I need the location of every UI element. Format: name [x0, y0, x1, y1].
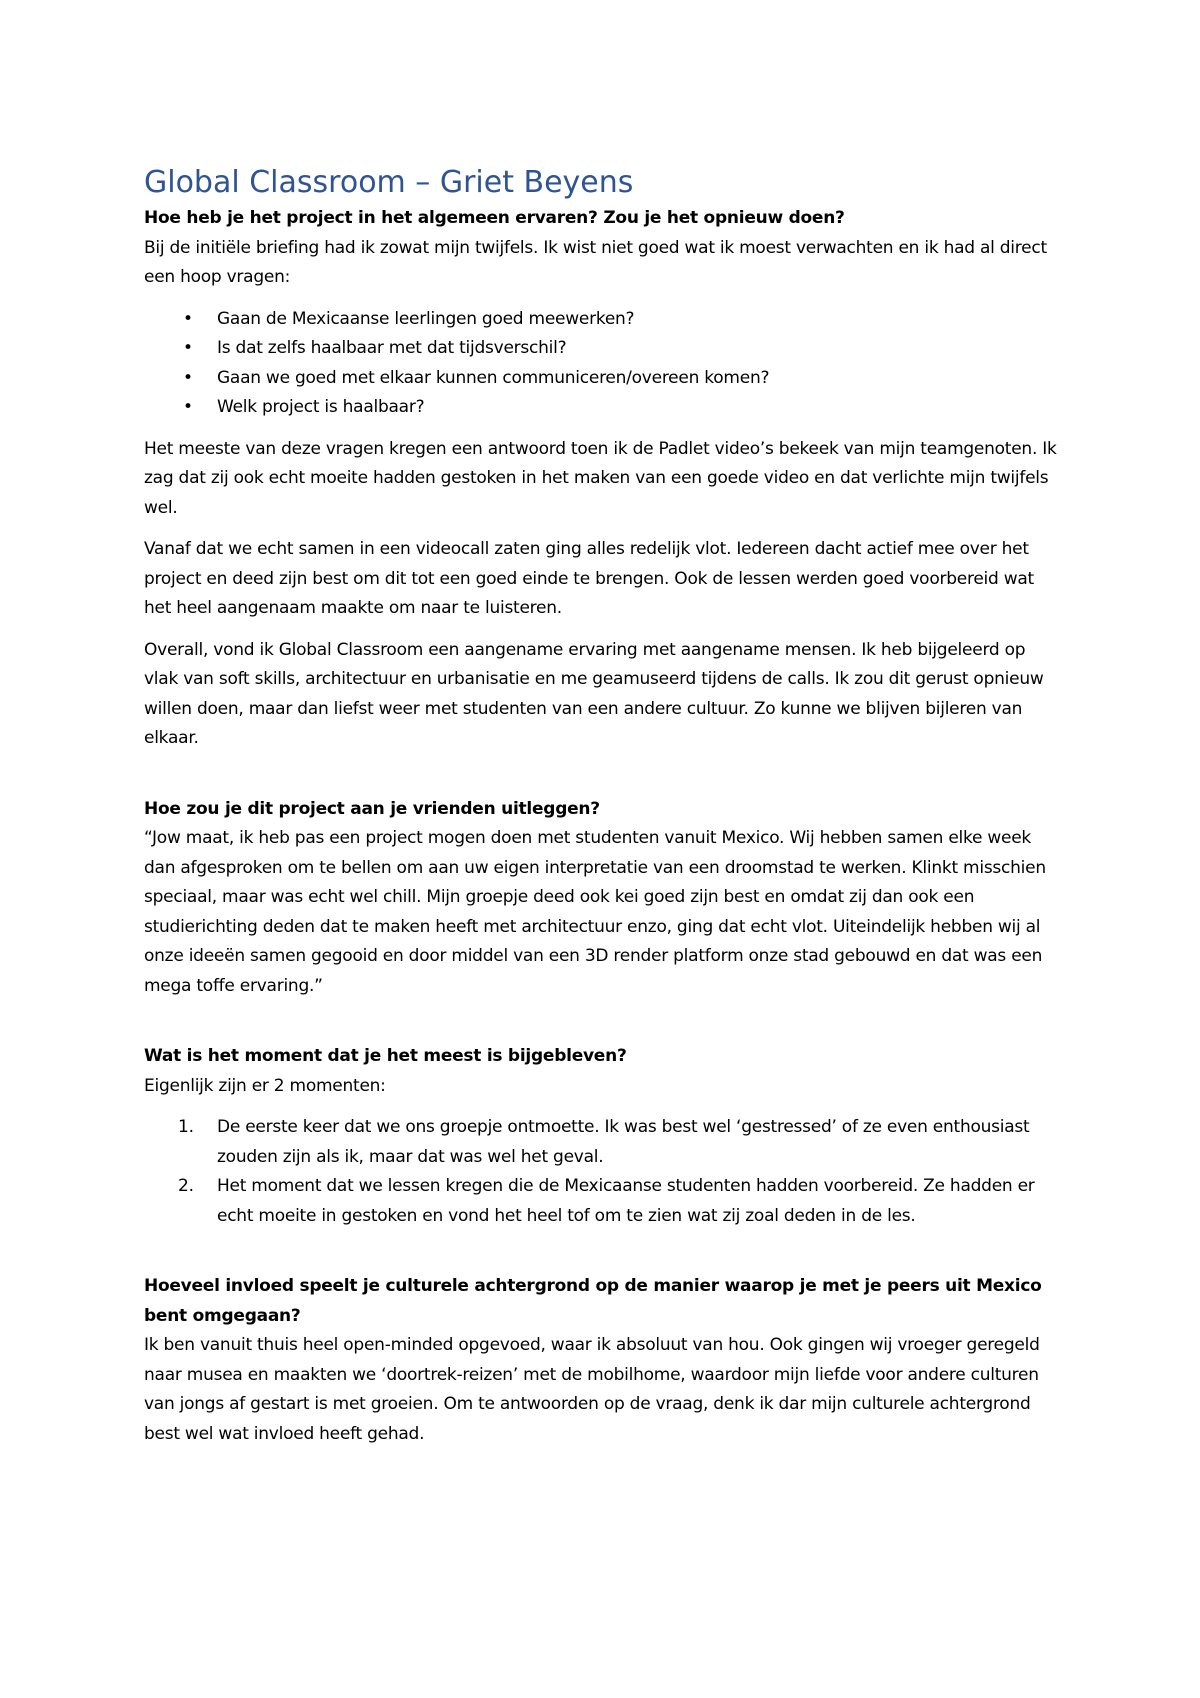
bullet-icon: •	[183, 338, 193, 358]
list-item: • Gaan de Mexicaanse leerlingen goed meewerken?	[144, 305, 1060, 335]
answer-cultural-background: Ik ben vanuit thuis heel open-minded opgevoed, waar ik absoluut van hou. Ook gingen wij vroeger geregeld naar musea en maakten we ‘doortrek-reizen’ met de mobilhome, waardoor mijn liefde voor andere culturen van jongs af gestart is met groeien. Om te antwoorden op de vraag, denk ik dar mijn culturele achtergrond best wel wat invloed heeft gehad.	[144, 1335, 1040, 1444]
moments-list	[144, 1113, 1060, 1231]
question-experience: Hoe heb je het project in het algemeen ervaren? Zou je het opnieuw doen?	[144, 208, 845, 228]
bullet-icon: •	[183, 397, 193, 417]
intro-paragraph: Bij de initiële briefing had ik zowat mijn twijfels. Ik wist niet goed wat ik moest verwachten en ik had al direct een hoop vragen:	[144, 237, 1047, 287]
list-number: 1.	[178, 1117, 194, 1137]
bullet-icon: •	[183, 367, 193, 388]
question-explain-friends: Hoe zou je dit project aan je vrienden uitleggen?	[144, 798, 600, 819]
list-item: 1. De eerste keer dat we ons groepje ontmoette. Ik was best wel ‘gestressed’ of ze even enthousiast zouden zijn als ik, maar dat was wel het geval.	[144, 1113, 1060, 1172]
document-page	[144, 162, 1060, 1461]
answer-explain-friends: “Jow maat, ik heb pas een project mogen doen met studenten vanuit Mexico. Wij hebben samen elke week dan afgesproken om te bellen om aan uw eigen interpretatie van een droomstad te werken. Klinkt misschien speciaal, maar was echt wel chill. Mijn groepje deed ook kei goed zijn best en omdat zij dan ook een studierichting deden dat te maken heeft met architectuur enzo, ging dat echt vlot. Uiteindelijk hebben wij al onze ideeën samen gegooid en door middel van een 3D render platform onze stad gebouwd en dat was een mega toffe ervaring.”	[144, 828, 1046, 996]
intro-moments: Eigenlijk zijn er 2 momenten:	[144, 1075, 386, 1096]
paragraph-videocall: Vanaf dat we echt samen in een videocall zaten ging alles redelijk vlot. Iedereen dacht actief mee over het project en deed zijn best om dit tot een goed einde te brengen. Ook de lessen werden goed voorbereid wat het heel aangenaam maakte om naar te luisteren.	[144, 539, 1034, 618]
question-list	[144, 305, 1060, 423]
list-item: • Gaan we goed met elkaar kunnen communiceren/overeen komen?	[144, 364, 1060, 394]
paragraph-overall: Overall, vond ik Global Classroom een aangename ervaring met aangename mensen. Ik heb bijgeleerd op vlak van soft skills, architectuur en urbanisatie en me geamuseerd tijdens de calls. Ik zou dit gerust opnieuw willen doen, maar dan liefst weer met studenten van een andere cultuur. Zo kunne we blijven bijleren van elkaar.	[144, 639, 1044, 748]
question-cultural-background: Hoeveel invloed speelt je culturele achtergrond op de manier waarop je met je peers uit Mexico bent omgegaan?	[144, 1276, 1042, 1326]
list-number: 2.	[178, 1176, 194, 1196]
paragraph-padlet: Het meeste van deze vragen kregen een antwoord toen ik de Padlet video’s bekeek van mijn teamgenoten. Ik zag dat zij ook echt moeite hadden gestoken in het maken van een goede video en dat verlichte mijn twijfels wel.	[144, 438, 1057, 518]
document-title: Global Classroom – Griet Beyens	[144, 165, 634, 200]
list-item: • Is dat zelfs haalbaar met dat tijdsverschil?	[144, 334, 1060, 364]
spacer	[144, 766, 1060, 795]
spacer	[144, 1243, 1060, 1272]
spacer	[144, 1013, 1060, 1042]
bullet-icon: •	[183, 308, 193, 329]
question-memorable-moment: Wat is het moment dat je het meest is bijgebleven?	[144, 1046, 627, 1066]
list-item: • Welk project is haalbaar?	[144, 393, 1060, 423]
list-item: 2. Het moment dat we lessen kregen die de Mexicaanse studenten hadden voorbereid. Ze hadden er echt moeite in gestoken en vond het heel tof om te zien wat zij zoal deden in de les.	[144, 1172, 1060, 1231]
